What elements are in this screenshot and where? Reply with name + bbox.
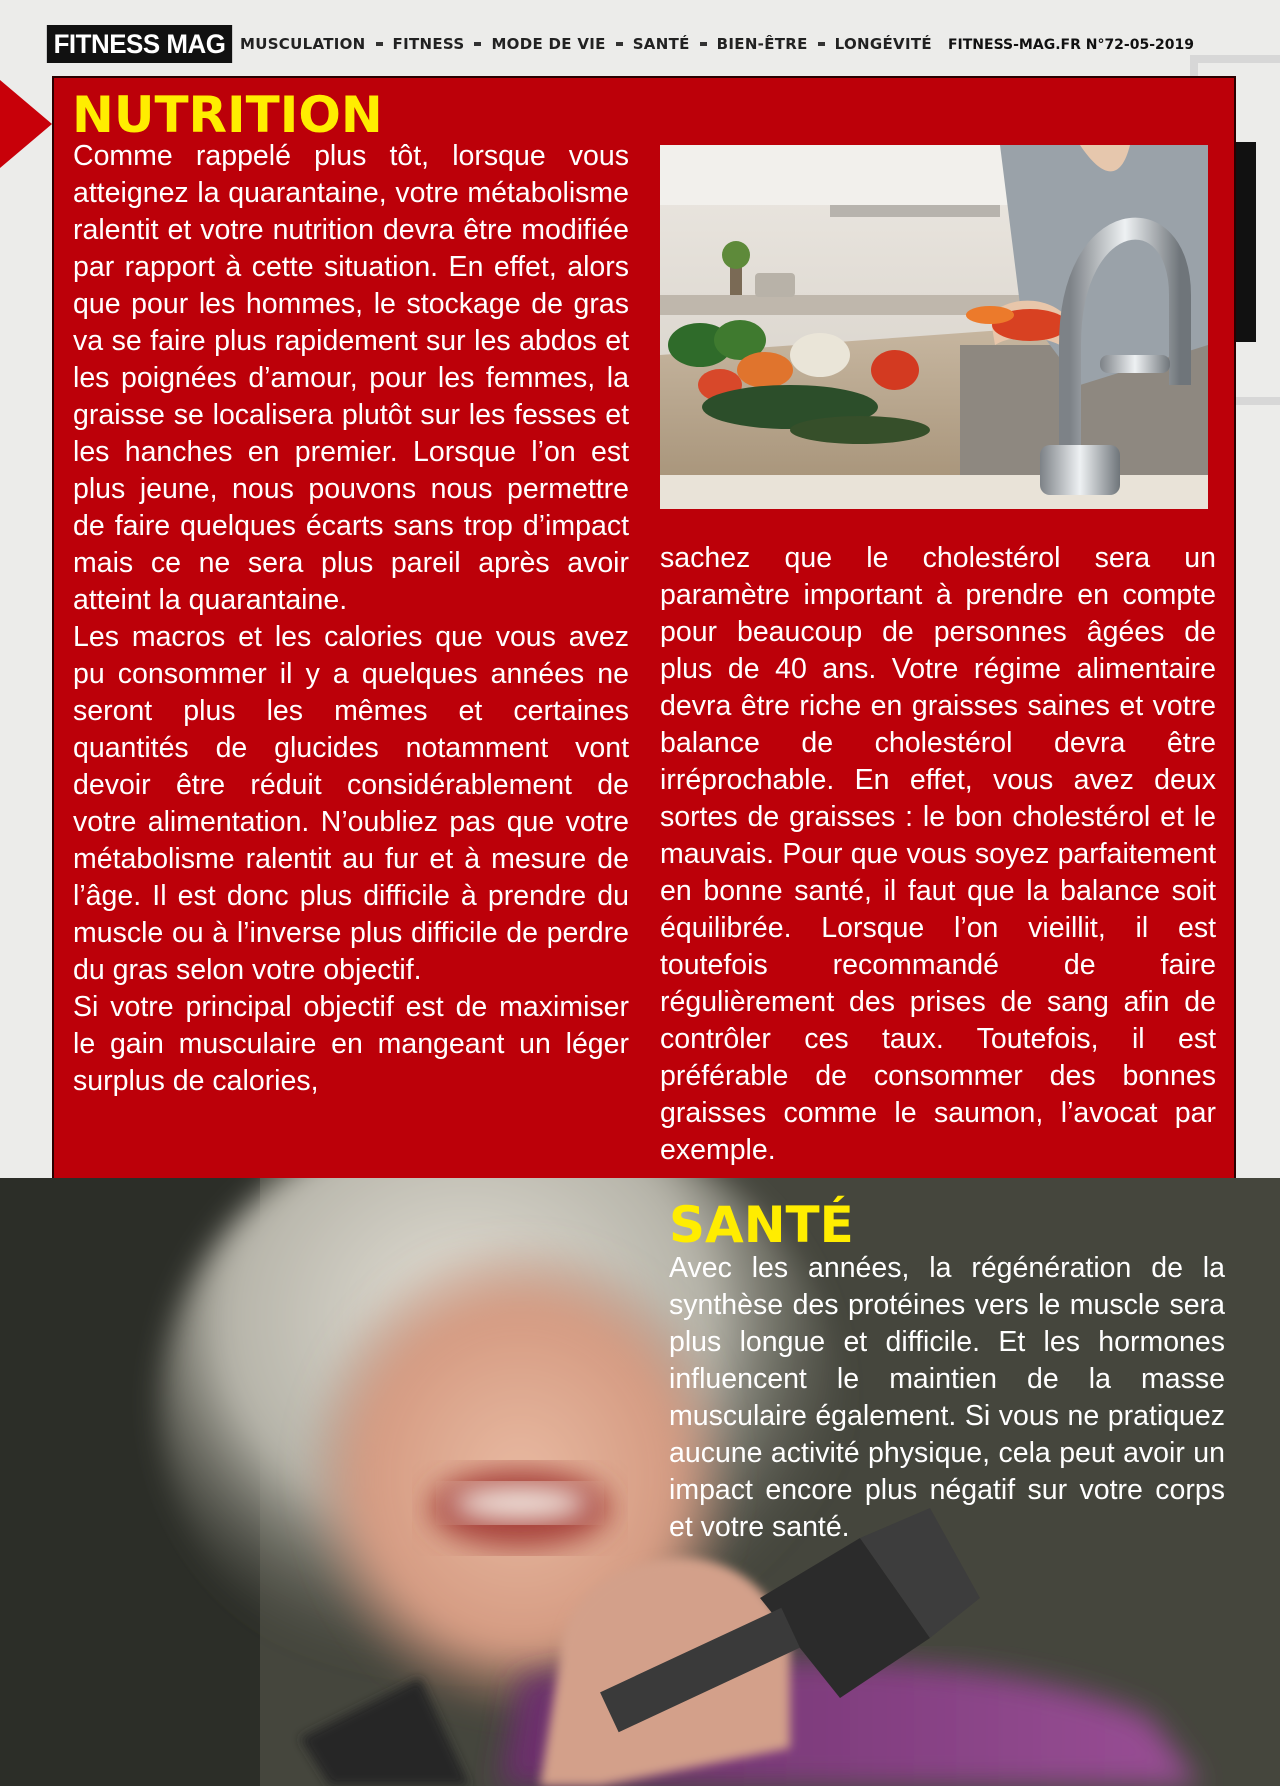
sante-body	[669, 1250, 1225, 1546]
nav-separator	[700, 42, 707, 46]
issue-number: FITNESS-MAG.FR N°72-05-2019	[947, 37, 1194, 53]
magazine-header	[0, 0, 1280, 70]
nav-item-fitness: FITNESS	[392, 35, 465, 53]
nav-item-bien-etre: BIEN-ÊTRE	[716, 35, 808, 53]
nutrition-paragraph: Les macros et les calories que vous avez pu consommer il y a quelques années ne seront plus les mêmes et certaines quantités de glucides notamment vont devoir être réduit considérablement de votre alimentation. N’oubliez pas que votre métabolisme ralentit au fur et à mesure de l’âge. Il est donc plus difficile à prendre du muscle ou à l’inverse plus difficile de perdre du gras selon votre objectif.	[73, 621, 629, 986]
section-arrow-icon	[0, 80, 52, 168]
sante-paragraph: Avec les années, la régénération de la synthèse des protéines vers le muscle sera plus longue et difficile. Et les hormones influencent le maintien de la masse musculaire également. Si vous ne pratiquez aucune activité physique, cela peut avoir un impact encore plus négatif sur votre corps et votre santé.	[669, 1252, 1225, 1543]
nav-separator	[376, 42, 383, 46]
nav-separator	[818, 42, 825, 46]
nutrition-paragraph: Si votre principal objectif est de maximiser le gain musculaire en mangeant un léger surplus de calories,	[73, 991, 629, 1097]
nav-item-mode-de-vie: MODE DE VIE	[491, 35, 606, 53]
nav-separator	[616, 42, 623, 46]
kitchen-vegetables-image	[660, 145, 1208, 509]
kitchen-illustration	[660, 145, 1208, 509]
nutrition-right-column	[660, 540, 1216, 1169]
nav-item-sante: SANTÉ	[632, 35, 690, 53]
nutrition-paragraph: Comme rappelé plus tôt, lorsque vous atteignez la quarantaine, votre métabolisme ralentit et votre nutrition devra être modifiée par rapport à cette situation. En effet, alors que pour les hommes, le stockage de gras va se faire plus rapidement sur les abdos et les poignées d’amour, pour les femmes, la graisse se localisera plutôt sur les fesses et les hanches en premier. Lorsque l’on est plus jeune, nous pouvons nous permettre de faire quelques écarts sans trop d’impact mais ce ne sera plus pareil après avoir atteint la quarantaine.	[73, 140, 629, 616]
header-nav	[240, 35, 932, 53]
sante-title: SANTÉ	[669, 1196, 854, 1254]
nutrition-title: NUTRITION	[72, 86, 383, 144]
nutrition-paragraph: sachez que le cholestérol sera un paramètre important à prendre en compte pour beaucoup de personnes âgées de plus de 40 ans. Votre régime alimentaire devra être riche en graisses saines et votre balance de cholestérol devra être irréprochable. En effet, vous avez deux sortes de graisses : le bon cholestérol et le mauvais. Pour que vous soyez parfaitement en bonne santé, il faut que la balance soit équilibrée. Lorsque l’on vieillit, il est toutefois recommandé de faire régulièrement des prises de sang afin de contrôler ces taux. Toutefois, il est préférable de consommer des bonnes graisses comme le saumon, l’avocat par exemple.	[660, 542, 1216, 1166]
magazine-logo: FITNESS MAG	[47, 25, 232, 63]
nav-separator	[474, 42, 481, 46]
nav-item-musculation: MUSCULATION	[240, 35, 366, 53]
nutrition-left-column	[73, 138, 629, 1100]
nav-item-longevite: LONGÉVITÉ	[834, 35, 932, 53]
